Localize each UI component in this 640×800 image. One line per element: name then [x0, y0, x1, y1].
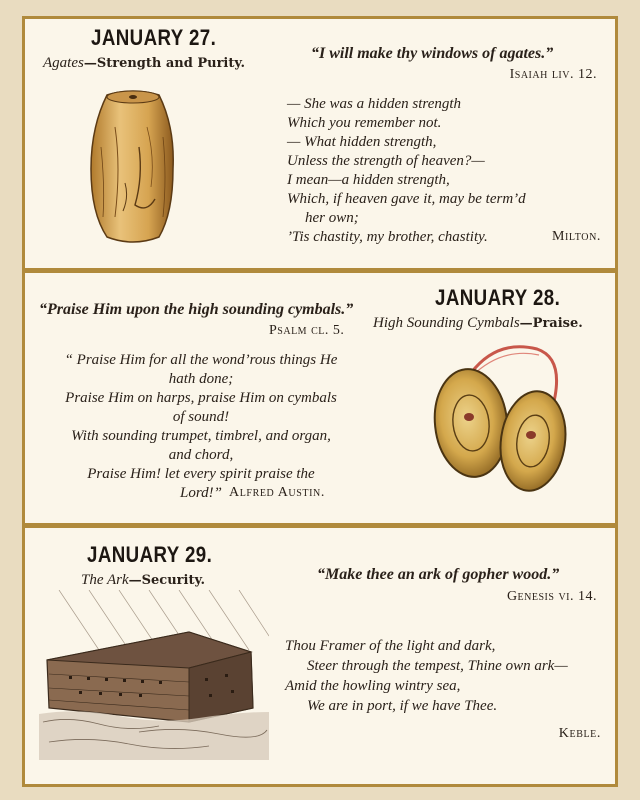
poem-line: her own; [305, 210, 359, 226]
entry-january-28 [22, 270, 618, 526]
poem [287, 95, 526, 247]
poem-line: hath done; [168, 371, 234, 387]
poem-line: — She was a hidden strength [287, 96, 462, 112]
agate-illustration [85, 87, 181, 247]
poem-line: and chord, [168, 447, 234, 463]
scripture-citation: Psalm cl. 5. [269, 323, 345, 338]
poem-line: Which, if heaven gave it, may be term’d [287, 191, 526, 207]
poem-line: We are in port, if we have Thee. [307, 698, 498, 714]
poem-line: Amid the howling wintry sea, [285, 678, 461, 694]
entry-subtitle-meaning: —Security. [128, 573, 206, 588]
scripture-quote: “I will make thy windows of agates.” [311, 45, 554, 62]
scripture-quote: “Make thee an ark of gopher wood.” [317, 566, 560, 583]
poem-line: Thou Framer of the light and dark, [285, 638, 496, 654]
entry-subtitle-subject: The Ark [81, 572, 129, 588]
poem-line: Praise Him on harps, praise Him on cymbals [65, 390, 337, 406]
poem-line: Lord!” [180, 485, 222, 501]
entry-subtitle-meaning: —Praise. [519, 316, 583, 331]
poem-line: I mean—a hidden strength, [287, 172, 450, 188]
entry-date: JANUARY 28. [435, 285, 561, 310]
poem-line: With sounding trumpet, timbrel, and organ, [71, 428, 331, 444]
poem-line: “ Praise Him for all the wond’rous things He [64, 352, 338, 368]
poem-line: Steer through the tempest, Thine own ark— [307, 658, 568, 674]
scripture-citation: Genesis vi. 14. [506, 589, 597, 604]
poem-author: Alfred Austin. [229, 485, 325, 500]
ark-illustration [39, 590, 269, 760]
poem-line: Unless the strength of heaven?— [287, 153, 485, 169]
entry-january-27 [22, 16, 618, 271]
poem-line: of sound! [172, 409, 230, 425]
entry-january-29 [22, 525, 618, 787]
poem-line: — What hidden strength, [287, 134, 437, 150]
entry-date: JANUARY 29. [87, 542, 213, 567]
poem-author: Keble. [558, 726, 601, 741]
entry-subtitle [81, 572, 205, 589]
scripture-citation: Isaiah liv. 12. [509, 67, 597, 82]
poem-line: ’Tis chastity, my brother, chastity. [287, 229, 488, 245]
entry-subtitle-subject: Agates [43, 55, 84, 71]
poem [285, 636, 568, 716]
cymbals-illustration [427, 343, 577, 503]
poem-line: Which you remember not. [287, 115, 442, 131]
entry-subtitle-subject: High Sounding Cymbals [373, 315, 520, 331]
poem [35, 351, 367, 503]
poem-line: Praise Him! let every spirit praise the [87, 466, 315, 482]
scripture-quote: “Praise Him upon the high sounding cymbals.” [39, 301, 354, 318]
entry-subtitle [43, 55, 245, 72]
entry-subtitle [373, 315, 583, 332]
poem-author: Milton. [551, 229, 601, 244]
entry-subtitle-meaning: —Strength and Purity. [83, 56, 245, 71]
entry-date: JANUARY 27. [91, 25, 217, 50]
